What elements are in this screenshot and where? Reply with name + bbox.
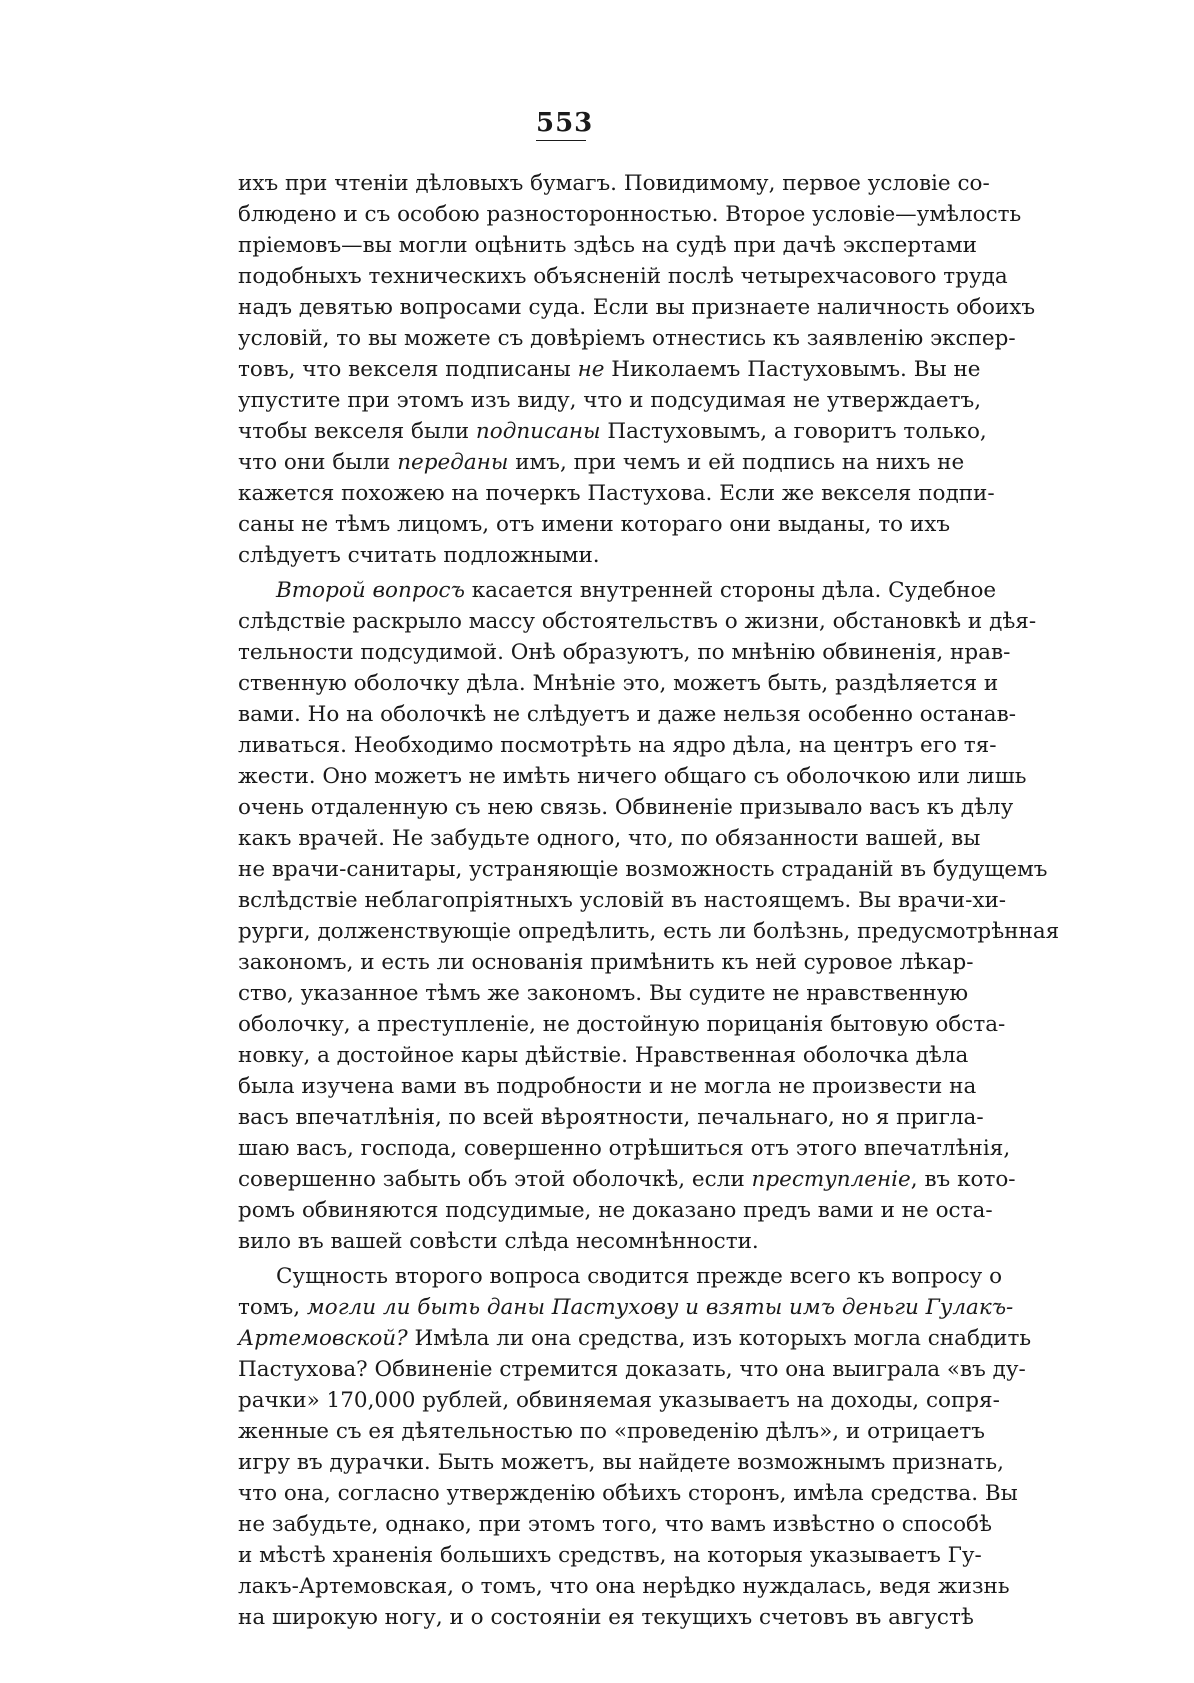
body-text	[238, 168, 1060, 1633]
paragraph	[238, 168, 1036, 571]
text-line: пріемовъ—вы могли оцѣнить здѣсь на судѣ при дачѣ экспертами	[238, 233, 977, 258]
text-line: рачки» 170,000 рублей, обвиняемая указываетъ на доходы, сопря-	[238, 1388, 1000, 1413]
text-line: Сущность второго вопроса сводится прежде всего къ вопросу о	[276, 1264, 1003, 1289]
text-line: что она, согласно утвержденію обѣихъ сторонъ, имѣла средства. Вы	[238, 1481, 1018, 1506]
text-line: вило въ вашей совѣсти слѣда несомнѣнности.	[238, 1229, 759, 1254]
text-line: рурги, долженствующіе опредѣлить, есть ли болѣзнь, предусмотрѣнная	[238, 919, 1060, 944]
text-line: жести. Оно можетъ не имѣть ничего общаго съ оболочкою или лишь	[238, 764, 1027, 789]
text-line: не врачи-санитары, устраняющіе возможность страданій въ будущемъ	[238, 857, 1048, 882]
text-line: подобныхъ техническихъ объясненій послѣ четырехчасового труда	[238, 264, 1008, 289]
text-line: чтобы векселя были подписаны Пастуховымъ, а говоритъ только,	[238, 419, 987, 444]
text-line: надъ девятью вопросами суда. Если вы признаете наличность обоихъ	[238, 295, 1036, 320]
text-line: лакъ-Артемовская, о томъ, что она нерѣдко нуждалась, ведя жизнь	[238, 1574, 1010, 1599]
page-number: 553	[536, 108, 586, 141]
text-line: томъ, могли ли быть даны Пастухову и взяты имъ деньги Гулакъ-	[238, 1295, 1014, 1320]
text-line: игру въ дурачки. Быть можетъ, вы найдете возможнымъ признать,	[238, 1450, 1004, 1475]
text-line: Артемовской? Имѣла ли она средства, изъ которыхъ могла снабдить	[238, 1326, 1032, 1351]
text-line: оболочку, а преступленіе, не достойную порицанія бытовую обста-	[238, 1012, 1006, 1037]
text-line: упустите при этомъ изъ виду, что и подсудимая не утверждаетъ,	[238, 388, 982, 413]
text-line: ство, указанное тѣмъ же закономъ. Вы судите не нравственную	[238, 981, 969, 1006]
text-line: ственную оболочку дѣла. Мнѣніе это, можетъ быть, раздѣляется и	[238, 671, 999, 696]
text-line: что они были переданы имъ, при чемъ и ей подпись на нихъ не	[238, 450, 965, 475]
text-line: товъ, что векселя подписаны не Николаемъ Пастуховымъ. Вы не	[238, 357, 981, 382]
text-line: ромъ обвиняются подсудимые, не доказано предъ вами и не оста-	[238, 1198, 993, 1223]
text-line: очень отдаленную съ нею связь. Обвиненіе призывало васъ къ дѣлу	[238, 795, 1014, 820]
text-line: блюдено и съ особою разносторонностью. Второе условіе—умѣлость	[238, 202, 1022, 227]
text-line: ихъ при чтеніи дѣловыхъ бумагъ. Повидимому, первое условіе со-	[238, 171, 990, 196]
paragraph	[238, 1261, 1032, 1633]
text-line: ливаться. Необходимо посмотрѣть на ядро дѣла, на центръ его тя-	[238, 733, 997, 758]
text-line: новку, а достойное кары дѣйствіе. Нравственная оболочка дѣла	[238, 1043, 969, 1068]
text-line: женные съ ея дѣятельностью по «проведенію дѣлъ», и отрицаетъ	[238, 1419, 985, 1444]
text-line: закономъ, и есть ли основанія примѣнить къ ней суровое лѣкар-	[238, 950, 974, 975]
text-line: Пастухова? Обвиненіе стремится доказать, что она выиграла «въ ду-	[238, 1357, 1026, 1382]
text-line: была изучена вами въ подробности и не могла не произвести на	[238, 1074, 977, 1099]
text-line: вами. Но на оболочкѣ не слѣдуетъ и даже нельзя особенно останав-	[238, 702, 1016, 727]
text-line: условій, то вы можете съ довѣріемъ отнестись къ заявленію экспер-	[238, 326, 1016, 351]
text-line: слѣдствіе раскрыло массу обстоятельствъ о жизни, обстановкѣ и дѣя-	[238, 609, 1037, 634]
text-line: не забудьте, однако, при этомъ того, что вамъ извѣстно о способѣ	[238, 1512, 992, 1537]
text-line: какъ врачей. Не забудьте одного, что, по обязанности вашей, вы	[238, 826, 981, 851]
text-line: вслѣдствіе неблагопріятныхъ условій въ настоящемъ. Вы врачи-хи-	[238, 888, 1007, 913]
text-line: на широкую ногу, и о состояніи ея текущихъ счетовъ въ августѣ	[238, 1605, 974, 1630]
text-line: и мѣстѣ храненія большихъ средствъ, на которыя указываетъ Гу-	[238, 1543, 982, 1568]
text-line: слѣдуетъ считать подложными.	[238, 543, 600, 568]
text-line: тельности подсудимой. Онѣ образуютъ, по мнѣнію обвиненія, нрав-	[238, 640, 1011, 665]
text-line: совершенно забыть объ этой оболочкѣ, если преступленіе, въ кото-	[238, 1167, 1016, 1192]
text-line: саны не тѣмъ лицомъ, отъ имени котораго они выданы, то ихъ	[238, 512, 951, 537]
text-line: шаю васъ, господа, совершенно отрѣшиться отъ этого впечатлѣнія,	[238, 1136, 1011, 1161]
text-line: Второй вопросъ касается внутренней стороны дѣла. Судебное	[276, 578, 997, 603]
paragraph	[238, 575, 1060, 1257]
text-line: кажется похожею на почеркъ Пастухова. Если же векселя подпи-	[238, 481, 995, 506]
text-line: васъ впечатлѣнія, по всей вѣроятности, печальнаго, но я пригла-	[238, 1105, 984, 1130]
